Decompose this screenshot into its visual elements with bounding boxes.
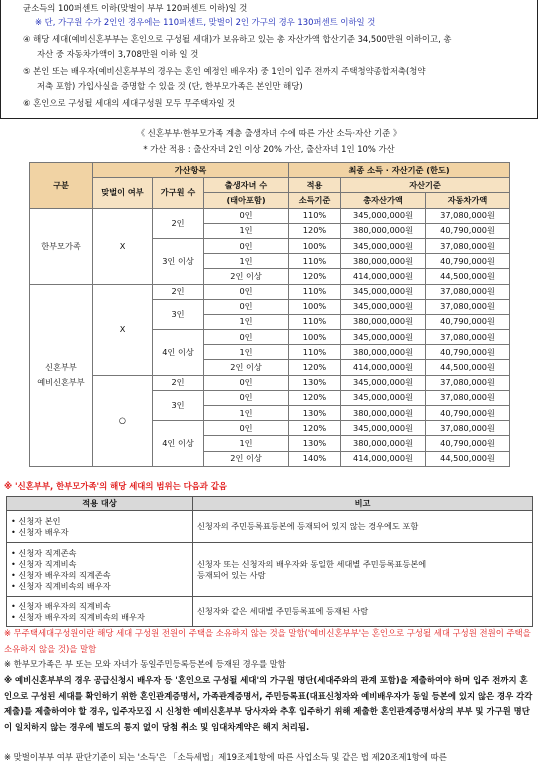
row-total-asset: 380,000,000원 — [341, 406, 426, 421]
row-total-asset: 380,000,000원 — [341, 345, 426, 360]
row-total-asset: 345,000,000원 — [341, 375, 426, 390]
row-car-asset: 40,790,000원 — [426, 436, 510, 451]
condition-5-cont: 저축 포함) 가입사실을 증명할 수 있을 것 (단, 한부모가족은 본인만 해당) — [37, 81, 303, 91]
row-members: 2인 — [153, 208, 204, 238]
row-members: 2인 — [153, 375, 204, 390]
table-title: 《 신혼부부·한부모가족 계층 출생자녀 수에 따른 가산 소득·자산 기준 》 — [136, 128, 402, 138]
row-income-criteria: 100% — [289, 238, 341, 253]
note-dual-income: ※ 맞벌이부부 여부 판단기준이 되는 '소득'은 「소득세법」제19조제1항에 따른 사업소득 및 같은 법 제20조제1항에 따른 — [4, 752, 447, 762]
row-car-asset: 44,500,000원 — [426, 360, 510, 375]
row-total-asset: 414,000,000원 — [341, 360, 426, 375]
row-income-criteria: 130% — [289, 375, 341, 390]
condition-4: ④ 해당 세대(예비신혼부부는 혼인으로 구성될 세대)가 보유하고 있는 총 자산가액 합산기준 34,500만원 이하이고, 총 — [23, 34, 452, 44]
row-total-asset: 345,000,000원 — [341, 208, 426, 223]
row-income-criteria: 110% — [289, 284, 341, 299]
row-car-asset: 37,080,000원 — [426, 208, 510, 223]
row-members: 4인 이상 — [153, 330, 204, 376]
row-income-criteria: 120% — [289, 269, 341, 284]
row-income-criteria: 110% — [289, 345, 341, 360]
row-car-asset: 37,080,000원 — [426, 375, 510, 390]
header-children: 출생자녀 수 — [204, 178, 289, 193]
row-total-asset: 380,000,000원 — [341, 436, 426, 451]
row-total-asset: 345,000,000원 — [341, 238, 426, 253]
row-total-asset: 380,000,000원 — [341, 254, 426, 269]
category-newlywed: 신혼부부 — [45, 362, 77, 373]
condition-line: 균소득의 100퍼센트 이하(맞벌이 부부 120퍼센트 이하)일 것 — [23, 3, 248, 13]
row-income-criteria: 100% — [289, 330, 341, 345]
row-income-criteria: 120% — [289, 223, 341, 238]
income-asset-table — [29, 162, 510, 467]
row-children: 1인 — [204, 406, 289, 421]
scope-header-note: 비고 — [193, 497, 533, 511]
scope-row-2-targets: • 신청자 직계존속 • 신청자 직계비속 • 신청자 배우자의 직계존속 • 신청자 직계비속의 배우자 — [7, 543, 193, 597]
scope-header-target: 적용 대상 — [7, 497, 193, 511]
row-children: 1인 — [204, 223, 289, 238]
row-category — [30, 284, 93, 466]
row-car-asset: 40,790,000원 — [426, 254, 510, 269]
row-income-criteria: 120% — [289, 390, 341, 405]
condition-note: ※ 단, 가구원 수가 2인인 경우에는 110퍼센트, 맞벌이 2인 가구의 경우 130퍼센트 이하일 것 — [35, 17, 376, 27]
header-applied-sub: 소득기준 — [289, 193, 341, 208]
row-category: 한부모가족 — [30, 208, 93, 284]
row-dual-income: X — [93, 284, 153, 375]
table-row — [30, 284, 510, 299]
condition-6: ⑥ 혼인으로 구성될 세대의 세대구성원 모두 무주택자일 것 — [23, 98, 236, 108]
row-income-criteria: 110% — [289, 314, 341, 329]
row-car-asset: 44,500,000원 — [426, 451, 510, 466]
row-car-asset: 40,790,000원 — [426, 223, 510, 238]
row-children: 0인 — [204, 208, 289, 223]
row-car-asset: 37,080,000원 — [426, 330, 510, 345]
row-income-criteria: 120% — [289, 360, 341, 375]
row-total-asset: 345,000,000원 — [341, 421, 426, 436]
row-children: 0인 — [204, 421, 289, 436]
header-dual: 맞벌이 여부 — [93, 178, 153, 208]
header-children-sub: (태아포함) — [204, 193, 289, 208]
row-children: 0인 — [204, 238, 289, 253]
row-total-asset: 345,000,000원 — [341, 299, 426, 314]
row-income-criteria: 130% — [289, 436, 341, 451]
scope-title: ※ '신혼부부, 한부모가족'의 해당 세대의 범위는 다음과 같음 — [4, 481, 227, 491]
note-prenewlywed: ※ 예비신혼부부의 경우 공급신청시 배우자 등 '혼인으로 구성될 세대'의 가구원 명단(세대주와의 관계 포함)을 제출하여야 하며 입주 전까지 혼인으로 구성된 세대를 확인하기 위한 혼인관계증명서, 가족관계증명서, 주민등록표(대표신청자와 예비배우자가 동일 등본에 있지 않은 경우 각각 제출)를 제출하여야 할 경우, 입주자모집 시 신청한 예비신혼부부 당사자와 추후 입주하기 위해 제출한 혼인관계증명서상의 부부 및 가구원 명단이 일치하지 않는 경우에 별도의 통지 없이 당첨 취소 및 임대차계약은 해지 처리됨. — [4, 675, 533, 732]
row-income-criteria: 110% — [289, 254, 341, 269]
header-category: 구분 — [30, 163, 93, 209]
header-applied: 적용 — [289, 178, 341, 193]
row-car-asset: 37,080,000원 — [426, 299, 510, 314]
row-car-asset: 37,080,000원 — [426, 238, 510, 253]
row-children: 1인 — [204, 314, 289, 329]
row-members: 3인 이상 — [153, 238, 204, 284]
row-children: 0인 — [204, 375, 289, 390]
row-income-criteria: 110% — [289, 208, 341, 223]
row-children: 2인 이상 — [204, 269, 289, 284]
row-children: 0인 — [204, 299, 289, 314]
condition-5: ⑤ 본인 또는 배우자(예비신혼부부의 경우는 혼인 예정인 배우자) 중 1인이 입주 전까지 주택청약종합저축(청약 — [23, 66, 426, 76]
scope-row-3-targets: • 신청자 배우자의 직계비속 • 신청자 배우자의 직계비속의 배우자 — [7, 597, 193, 627]
row-total-asset: 380,000,000원 — [341, 223, 426, 238]
table-row — [30, 375, 510, 390]
row-members: 3인 — [153, 390, 204, 420]
header-car-asset: 자동차가액 — [426, 193, 510, 208]
row-total-asset: 345,000,000원 — [341, 330, 426, 345]
scope-row-3-note: 신청자와 같은 세대별 주민등록표에 등재된 사람 — [193, 597, 533, 627]
row-total-asset: 414,000,000원 — [341, 451, 426, 466]
row-total-asset: 414,000,000원 — [341, 269, 426, 284]
scope-row-1-note: 신청자의 주민등록표등본에 등재되어 있지 않는 경우에도 포함 — [193, 511, 533, 543]
note-no-house: ※ 무주택세대구성원이란 해당 세대 구성원 전원이 주택을 소유하지 않는 것을 말함('예비신혼부부'는 혼인으로 구성될 세대 구성원 전원이 주택을 소유하지 않을 것)을 말함 — [4, 628, 531, 654]
row-members: 3인 — [153, 299, 204, 329]
header-total-asset: 총자산가액 — [341, 193, 426, 208]
row-car-asset: 40,790,000원 — [426, 406, 510, 421]
row-total-asset: 345,000,000원 — [341, 390, 426, 405]
row-car-asset: 37,080,000원 — [426, 284, 510, 299]
header-final: 최종 소득 · 자산기준 (한도) — [289, 163, 510, 178]
table-note: * 가산 적용 : 출산자녀 2인 이상 20% 가산, 출산자녀 1인 10% 가산 — [143, 144, 395, 154]
row-total-asset: 380,000,000원 — [341, 314, 426, 329]
row-income-criteria: 120% — [289, 421, 341, 436]
header-asset: 자산기준 — [341, 178, 510, 193]
row-children: 1인 — [204, 436, 289, 451]
row-income-criteria: 100% — [289, 299, 341, 314]
row-dual-income: X — [93, 208, 153, 284]
table-row — [30, 208, 510, 223]
header-members: 가구원 수 — [153, 178, 204, 208]
row-income-criteria: 130% — [289, 406, 341, 421]
row-children: 0인 — [204, 390, 289, 405]
row-children: 2인 이상 — [204, 360, 289, 375]
row-car-asset: 40,790,000원 — [426, 314, 510, 329]
row-total-asset: 345,000,000원 — [341, 284, 426, 299]
scope-row-1-targets: • 신청자 본인 • 신청자 배우자 — [7, 511, 193, 543]
row-members: 2인 — [153, 284, 204, 299]
row-dual-income: ○ — [93, 375, 153, 466]
condition-4-cont: 자산 중 자동차가액이 3,708만원 이하 일 것 — [37, 49, 199, 59]
row-car-asset: 40,790,000원 — [426, 345, 510, 360]
row-car-asset: 44,500,000원 — [426, 269, 510, 284]
header-add-items: 가산항목 — [93, 163, 289, 178]
row-car-asset: 37,080,000원 — [426, 421, 510, 436]
eligibility-conditions-box — [0, 0, 538, 119]
household-scope-table — [6, 496, 533, 627]
scope-row-2-note: 신청자 또는 신청자의 배우자와 동일한 세대별 주민등록표등본에 등재되어 있는 사람 — [193, 543, 533, 597]
row-children: 0인 — [204, 284, 289, 299]
row-children: 0인 — [204, 330, 289, 345]
row-children: 1인 — [204, 345, 289, 360]
row-members: 4인 이상 — [153, 421, 204, 467]
row-children: 1인 — [204, 254, 289, 269]
row-car-asset: 37,080,000원 — [426, 390, 510, 405]
category-prenewlywed: 예비신혼부부 — [37, 377, 85, 388]
row-income-criteria: 140% — [289, 451, 341, 466]
note-single-parent: ※ 한부모가족은 부 또는 모와 자녀가 동일주민등록등본에 등재된 경우를 말함 — [4, 659, 286, 669]
row-children: 2인 이상 — [204, 451, 289, 466]
